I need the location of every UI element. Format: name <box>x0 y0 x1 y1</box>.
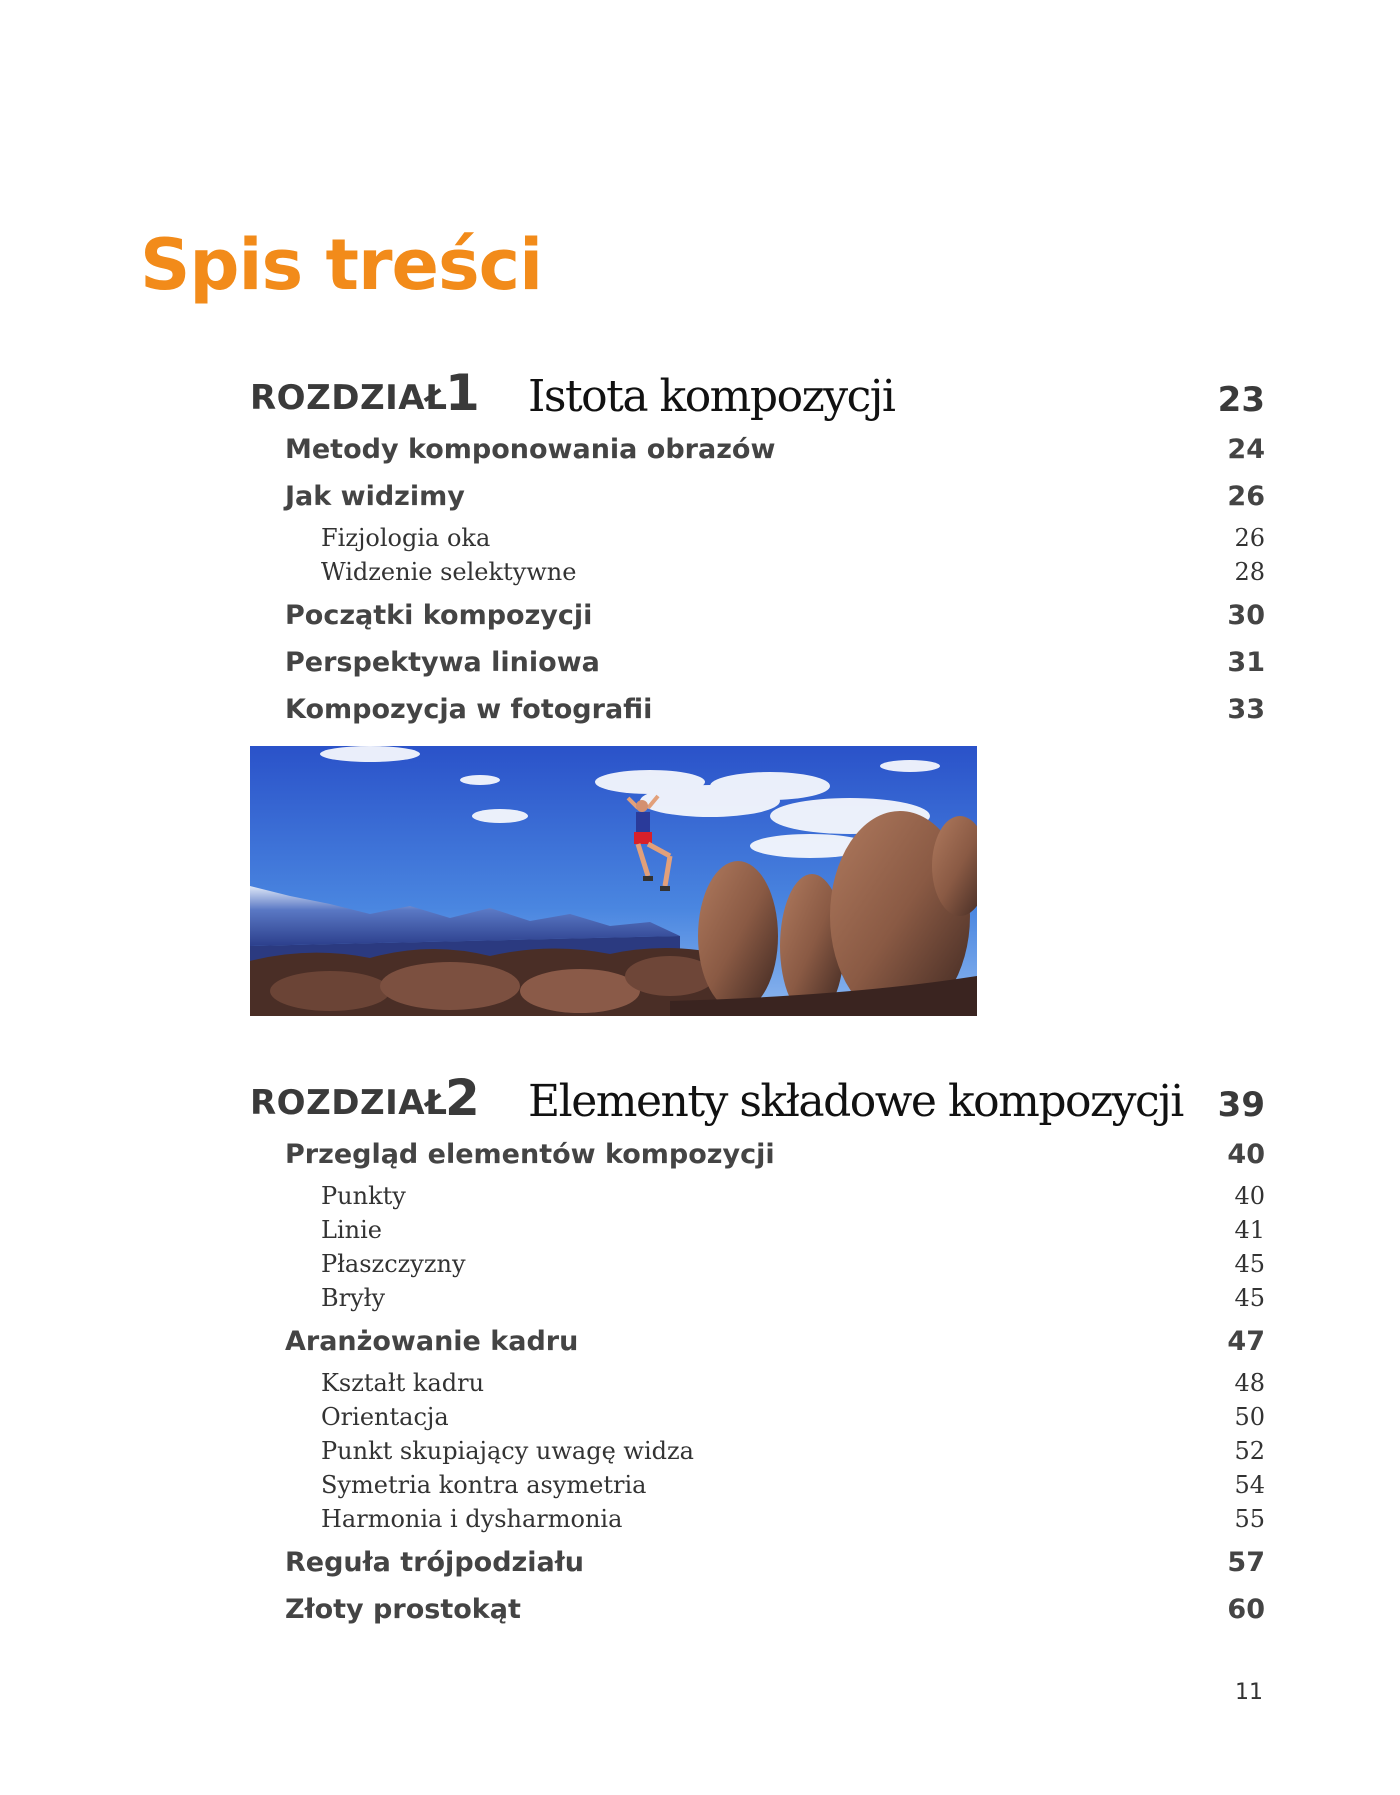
chapter-photo-jumping-climber <box>250 746 977 1016</box>
toc-section-page: 60 <box>1227 1594 1265 1625</box>
toc-subsection-page: 55 <box>1234 1505 1265 1533</box>
page-title: Spis treści <box>140 224 543 306</box>
toc-section-title: Perspektywa liniowa <box>285 647 600 678</box>
toc-section-title: Reguła trójpodziału <box>285 1547 584 1578</box>
toc-section-page: 47 <box>1227 1326 1265 1357</box>
toc-section[interactable] <box>285 1586 1265 1633</box>
toc-subsection-title: Punkty <box>321 1182 406 1210</box>
toc-subsection-page: 40 <box>1234 1182 1265 1210</box>
toc-subsection[interactable] <box>321 1365 1265 1399</box>
toc-subsection-page: 54 <box>1234 1471 1265 1499</box>
toc-subsection-page: 45 <box>1234 1250 1265 1278</box>
toc-subsection[interactable] <box>321 1280 1265 1318</box>
toc-subsection[interactable] <box>321 1467 1265 1501</box>
toc-section-page: 57 <box>1227 1547 1265 1578</box>
toc-section-title: Aranżowanie kadru <box>285 1326 579 1357</box>
toc-subsection[interactable] <box>321 1212 1265 1246</box>
toc-subsection-title: Punkt skupiający uwagę widza <box>321 1437 694 1465</box>
toc-subsection[interactable] <box>321 554 1265 592</box>
toc-subsection-title: Fizjologia oka <box>321 524 491 552</box>
toc-section-title: Złoty prostokąt <box>285 1594 521 1625</box>
chapter-number: 1 <box>445 364 480 422</box>
toc-subsection-page: 45 <box>1234 1284 1265 1312</box>
toc-subsection[interactable] <box>321 1501 1265 1539</box>
chapter-page: 23 <box>1217 380 1265 420</box>
toc-section-page: 40 <box>1227 1139 1265 1170</box>
chapter-title: Elementy składowe kompozycji <box>528 1076 1183 1127</box>
toc-section[interactable] <box>285 1318 1265 1365</box>
toc-section-page: 30 <box>1227 600 1265 631</box>
toc-section[interactable] <box>285 473 1265 520</box>
toc-section[interactable] <box>285 1131 1265 1178</box>
toc-subsection-title: Symetria kontra asymetria <box>321 1471 647 1499</box>
chapter-number: 2 <box>445 1069 480 1127</box>
toc-subsection-page: 26 <box>1234 524 1265 552</box>
toc-subsection[interactable] <box>321 1399 1265 1433</box>
chapter-2 <box>250 1065 1265 1633</box>
toc-subsection-title: Harmonia i dysharmonia <box>321 1505 623 1533</box>
chapter-label: ROZDZIAŁ <box>250 1083 448 1123</box>
toc-section-title: Jak widzimy <box>285 481 465 512</box>
toc-subsection-title: Orientacja <box>321 1403 449 1431</box>
toc-subsection[interactable] <box>321 1246 1265 1280</box>
chapter-label: ROZDZIAŁ <box>250 378 448 418</box>
toc-subsection-title: Linie <box>321 1216 382 1244</box>
toc-section-page: 31 <box>1227 647 1265 678</box>
toc-subsection-page: 50 <box>1234 1403 1265 1431</box>
toc-section-page: 26 <box>1227 481 1265 512</box>
toc-subsection[interactable] <box>321 1433 1265 1467</box>
toc-subsection-page: 41 <box>1234 1216 1265 1244</box>
toc-subsection-title: Widzenie selektywne <box>321 558 577 586</box>
chapter-page: 39 <box>1217 1085 1265 1125</box>
toc-section[interactable] <box>285 639 1265 686</box>
chapter-title: Istota kompozycji <box>528 371 895 422</box>
toc-subsection-title: Płaszczyzny <box>321 1250 466 1278</box>
toc-section[interactable] <box>285 686 1265 733</box>
toc-subsection-page: 48 <box>1234 1369 1265 1397</box>
toc-subsection-title: Kształt kadru <box>321 1369 485 1397</box>
toc-subsection[interactable] <box>321 520 1265 554</box>
toc-section-title: Przegląd elementów kompozycji <box>285 1139 775 1170</box>
chapter-heading[interactable] <box>250 1065 1265 1131</box>
toc-section[interactable] <box>285 1539 1265 1586</box>
toc-section-page: 24 <box>1227 434 1265 465</box>
toc-subsection-page: 28 <box>1234 558 1265 586</box>
toc-section[interactable] <box>285 426 1265 473</box>
chapter-heading[interactable] <box>250 360 1265 426</box>
toc-section-title: Kompozycja w fotografii <box>285 694 653 725</box>
toc-subsection-title: Bryły <box>321 1284 386 1312</box>
chapter-1 <box>250 360 1265 733</box>
toc-section-page: 33 <box>1227 694 1265 725</box>
page-number: 11 <box>1235 1680 1263 1705</box>
toc-subsection-page: 52 <box>1234 1437 1265 1465</box>
toc-section[interactable] <box>285 592 1265 639</box>
toc-section-title: Metody komponowania obrazów <box>285 434 776 465</box>
toc-subsection[interactable] <box>321 1178 1265 1212</box>
toc-section-title: Początki kompozycji <box>285 600 593 631</box>
